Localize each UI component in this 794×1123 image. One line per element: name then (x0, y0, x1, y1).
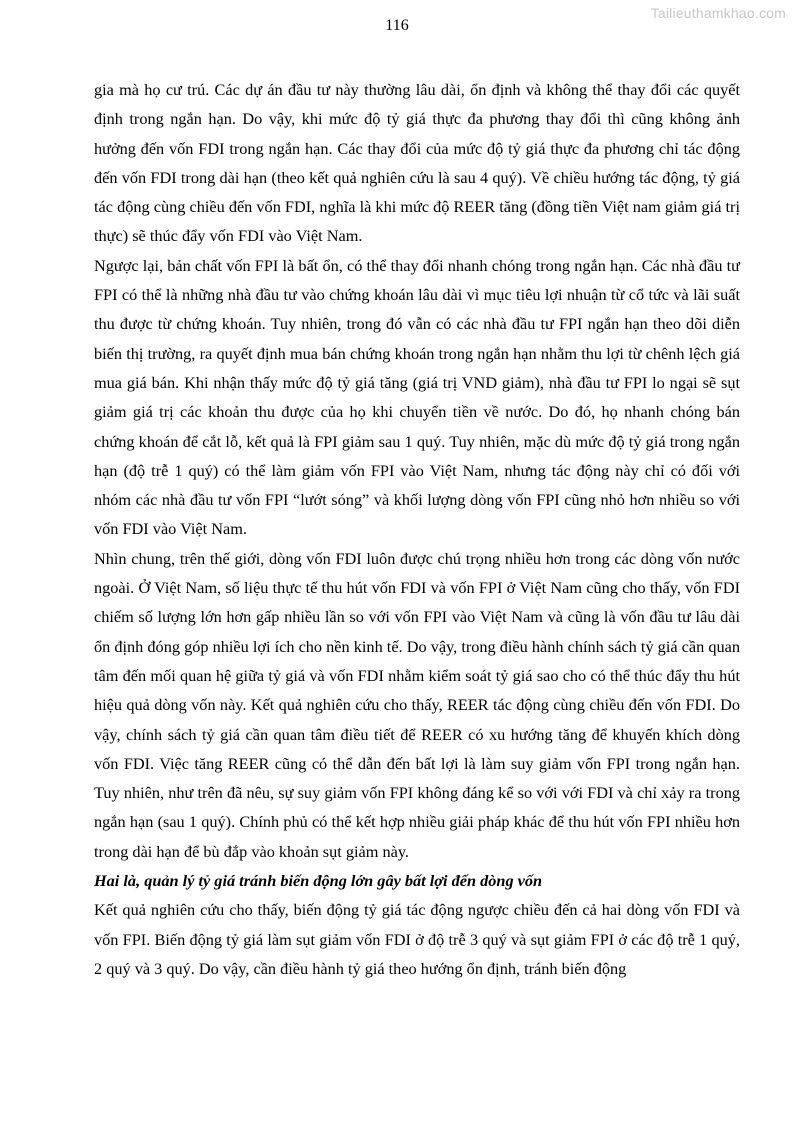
paragraph: Ngược lại, bản chất vốn FPI là bất ổn, có thể thay đổi nhanh chóng trong ngắn hạn. Các nhà đầu tư FPI có thể là những nhà đầu tư vào chứng khoán lâu dài vì mục tiêu lợi nhuận từ cổ tức và lãi suất thu được từ chứng khoán. Tuy nhiên, trong đó vẫn có các nhà đầu tư FPI ngắn hạn theo dõi diễn biến thị trường, ra quyết định mua bán chứng khoán trong ngắn hạn nhằm thu lợi từ chênh lệch giá mua giá bán. Khi nhận thấy mức độ tỷ giá tăng (giá trị VND giảm), nhà đầu tư FPI lo ngại sẽ sụt giảm giá trị các khoản thu được của họ khi chuyển tiền về nước. Do đó, họ nhanh chóng bán chứng khoán để cắt lỗ, kết quả là FPI giảm sau 1 quý. Tuy nhiên, mặc dù mức độ tỷ giá trong ngắn hạn (độ trễ 1 quý) có thể làm giảm vốn FPI vào Việt Nam, nhưng tác động này chỉ có đối với nhóm các nhà đầu tư vốn FPI “lướt sóng” và khối lượng dòng vốn FPI cũng nhỏ hơn nhiều so với vốn FDI vào Việt Nam. (94, 255, 740, 539)
section-heading: Hai là, quản lý tỷ giá tránh biến động lớn gây bất lợi đến dòng vốn (94, 871, 543, 891)
paragraph: Kết quả nghiên cứu cho thấy, biến động tỷ giá tác động ngược chiều đến cả hai dòng vốn FDI và vốn FPI. Biến động tỷ giá làm sụt giảm vốn FDI ở độ trễ 3 quý và sụt giảm FPI ở các độ trễ 1 quý, 2 quý và 3 quý. Do vậy, cần điều hành tỷ giá theo hướng ổn định, tránh biến động (94, 900, 740, 978)
document-body (94, 75, 740, 983)
page-number: 116 (385, 17, 409, 34)
paragraph: Nhìn chung, trên thế giới, dòng vốn FDI luôn được chú trọng nhiều hơn trong các dòng vốn nước ngoài. Ở Việt Nam, số liệu thực tế thu hút vốn FDI và vốn FPI ở Việt Nam cũng cho thấy, vốn FDI chiếm số lượng lớn hơn gấp nhiều lần so với vốn FPI vào Việt Nam và cũng là vốn đầu tư lâu dài ổn định đóng góp nhiều lợi ích cho nền kinh tế. Do vậy, trong điều hành chính sách tỷ giá cần quan tâm đến mối quan hệ giữa tỷ giá và vốn FDI nhằm kiểm soát tỷ giá sao cho có thể thúc đẩy thu hút hiệu quả dòng vốn này. Kết quả nghiên cứu cho thấy, REER tác động cùng chiều đến vốn FDI. Do vậy, chính sách tỷ giá cần quan tâm điều tiết để REER có xu hướng tăng để khuyến khích dòng vốn FDI. Việc tăng REER cũng có thể dẫn đến bất lợi là làm suy giảm vốn FPI trong ngắn hạn. Tuy nhiên, như trên đã nêu, sự suy giảm vốn FPI không đáng kể so với với FDI và chỉ xảy ra trong ngắn hạn (sau 1 quý). Chính phủ có thể kết hợp nhiều giải pháp khác để thu hút vốn FPI nhiều hơn trong dài hạn để bù đắp vào khoản sụt giảm này. (94, 548, 740, 861)
watermark-text: Tailieuthamkhao.com (650, 5, 786, 21)
paragraph: gia mà họ cư trú. Các dự án đầu tư này thường lâu dài, ổn định và không thể thay đổi các quyết định trong ngắn hạn. Do vậy, khi mức độ tỷ giá thực đa phương thay đổi thì cũng không ảnh hưởng đến vốn FDI trong ngắn hạn. Các thay đổi của mức độ tỷ giá thực đa phương chỉ tác động đến vốn FDI trong dài hạn (theo kết quả nghiên cứu là sau 4 quý). Về chiều hướng tác động, tỷ giá tác động cùng chiều đến vốn FDI, nghĩa là khi mức độ REER tăng (đồng tiền Việt nam giảm giá trị thực) sẽ thúc đẩy vốn FDI vào Việt Nam. (94, 80, 740, 246)
